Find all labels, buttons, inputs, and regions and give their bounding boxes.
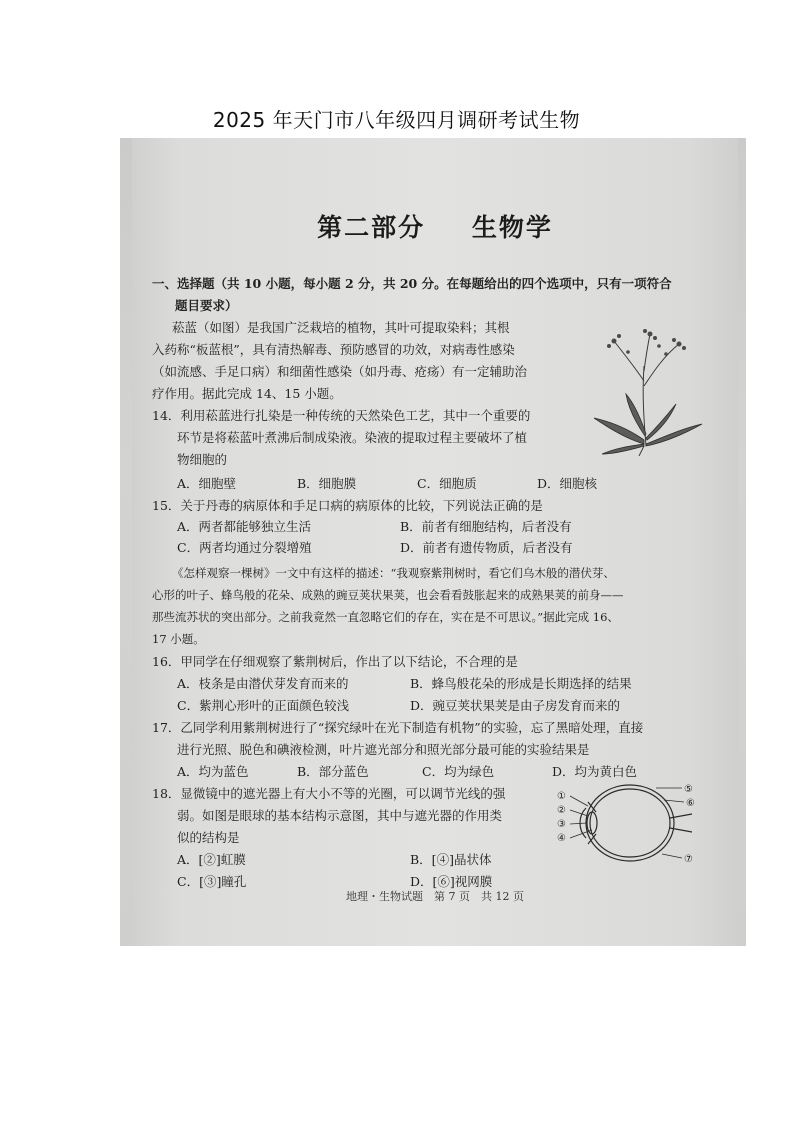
- question-18-option-c: C．[③]瞳孔: [177, 874, 247, 889]
- intro-b-line: 那些流苏状的突出部分。之前我竟然一直忽略它们的存在，实在是不可思议。”据此完成 16、: [152, 610, 619, 624]
- question-14-option-c: C．细胞质: [417, 476, 477, 491]
- question-18-option-d: D．[⑥]视网膜: [410, 874, 493, 889]
- page-footer: 地理・生物试题 第 7 页 共 12 页: [346, 890, 524, 903]
- question-14-stem: 环节是将菘蓝叶煮沸后制成染液。染液的提取过程主要破坏了植: [177, 430, 528, 445]
- exam-sheet: [132, 138, 738, 946]
- question-15-option-a: A．两者都能够独立生活: [177, 519, 312, 534]
- question-16-option-b: B．蜂鸟般花朵的形成是长期选择的结果: [410, 676, 632, 691]
- question-15-option-b: B．前者有细胞结构，后者没有: [400, 519, 572, 534]
- section-heading-cont: 题目要求）: [175, 298, 238, 313]
- question-17-option-b: B．部分蓝色: [297, 764, 369, 779]
- scanned-page-photo: [120, 138, 746, 946]
- question-16-stem: 16．甲同学在仔细观察了紫荆树后，作出了以下结论，不合理的是: [152, 654, 518, 669]
- question-17-option-d: D．均为黄白色: [552, 764, 638, 779]
- question-18-option-a: A．[②]虹膜: [177, 852, 246, 867]
- eye-label-5: ⑤: [684, 784, 693, 795]
- question-16-option-d: D．豌豆荚状果荚是由子房发育而来的: [410, 698, 621, 713]
- page-edge-shadow: [698, 138, 738, 946]
- subject-label: 生物学: [471, 213, 553, 242]
- eyeball-structure-diagram: [552, 778, 702, 868]
- intro-b-line: 心形的叶子、蜂鸟般的花朵、成熟的豌豆荚状果荚，也会看看鼓胀起来的成熟果荚的前身——: [152, 588, 624, 602]
- intro-a-line: （如流感、手足口病）和细菌性感染（如丹毒、疮疡）有一定辅助治: [152, 364, 528, 379]
- intro-a-line: 入药称“板蓝根”，具有清热解毒、预防感冒的功效，对病毒性感染: [152, 342, 515, 357]
- question-15-stem: 15．关于丹毒的病原体和手足口病的病原体的比较，下列说法正确的是: [152, 498, 543, 513]
- intro-b-line: 《怎样观察一棵树》一文中有这样的描述：“我观察紫荆树时，看它们乌木般的潜伏芽、: [172, 566, 615, 580]
- eye-label-7: ⑦: [684, 854, 693, 865]
- section-heading: 一、选择题（共 10 小题，每小题 2 分，共 20 分。在每题给出的四个选项中，只有一项符合: [152, 276, 672, 291]
- question-17-stem: 进行光照、脱色和碘液检测，叶片遮光部分和照光部分最可能的实验结果是: [177, 742, 590, 757]
- part-title: [132, 208, 738, 244]
- question-17-option-c: C．均为绿色: [422, 764, 495, 779]
- question-14-option-b: B．细胞膜: [297, 476, 357, 491]
- question-14-option-d: D．细胞核: [537, 476, 598, 491]
- question-15-option-d: D．前者有遗传物质，后者没有: [400, 540, 573, 555]
- question-18-stem: 似的结构是: [177, 830, 240, 845]
- isatis-plant-illustration: [584, 326, 709, 456]
- eye-label-3: ③: [557, 819, 566, 830]
- eye-label-6: ⑥: [686, 798, 695, 809]
- eye-label-2: ②: [557, 805, 566, 816]
- question-18-stem: 18．显微镜中的遮光器上有大小不等的光圈，可以调节光线的强: [152, 786, 506, 801]
- question-16-option-c: C．紫荆心形叶的正面颜色较浅: [177, 698, 350, 713]
- part-label: 第二部分: [317, 213, 426, 242]
- question-18-option-b: B．[④]晶状体: [410, 852, 492, 867]
- eye-label-4: ④: [557, 833, 566, 844]
- question-15-option-c: C．两者均通过分裂增殖: [177, 540, 312, 555]
- question-16-option-a: A．枝条是由潜伏芽发育而来的: [177, 676, 349, 691]
- question-14-stem: 14．利用菘蓝进行扎染是一种传统的天然染色工艺，其中一个重要的: [152, 408, 531, 423]
- question-14-stem: 物细胞的: [177, 452, 228, 467]
- document-title: 2025 年天门市八年级四月调研考试生物: [212, 108, 581, 132]
- intro-b-line: 17 小题。: [152, 632, 205, 646]
- intro-a-line: 菘蓝（如图）是我国广泛栽培的植物，其叶可提取染料；其根: [172, 320, 510, 335]
- intro-a-line: 疗作用。据此完成 14、15 小题。: [152, 386, 342, 401]
- question-14-option-a: A．细胞壁: [177, 476, 237, 491]
- question-18-stem: 弱。如图是眼球的基本结构示意图，其中与遮光器的作用类: [177, 808, 503, 823]
- question-17-option-a: A．均为蓝色: [177, 764, 249, 779]
- eye-label-1: ①: [557, 791, 566, 802]
- question-17-stem: 17．乙同学利用紫荆树进行了“探究绿叶在光下制造有机物”的实验，忘了黑暗处理，直接: [152, 720, 644, 735]
